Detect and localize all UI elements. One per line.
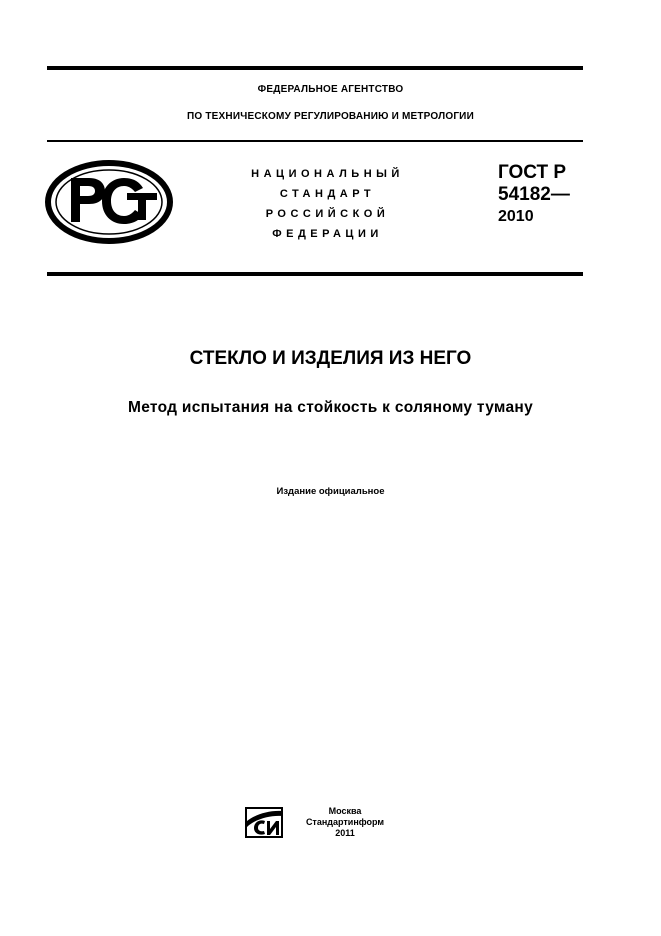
imprint-city: Москва [328, 806, 362, 816]
document-title: СТЕКЛО И ИЗДЕЛИЯ ИЗ НЕГО [189, 348, 472, 369]
standartinform-logo-icon [245, 807, 285, 839]
gost-logo-icon [45, 160, 173, 244]
standard-type-line-1: НАЦИОНАЛЬНЫЙ [251, 168, 404, 180]
standard-code-prefix: ГОСТ Р [498, 162, 567, 183]
standard-type-line-2: СТАНДАРТ [279, 188, 376, 200]
agency-line-2: ПО ТЕХНИЧЕСКОМУ РЕГУЛИРОВАНИЮ И МЕТРОЛОГИИ [187, 111, 474, 122]
agency-line-1: ФЕДЕРАЛЬНОЕ АГЕНТСТВО [257, 84, 404, 95]
edition-label: Издание официальное [276, 486, 385, 497]
standard-type-line-3: РОССИЙСКОЙ [265, 208, 390, 220]
imprint [302, 806, 388, 839]
imprint-year: 2011 [335, 828, 355, 838]
standard-code-year: 2010 [498, 208, 534, 225]
standard-code [498, 162, 570, 228]
standard-rule [47, 272, 583, 276]
standard-code-number: 54182— [498, 184, 570, 205]
imprint-publisher: Стандартинформ [305, 817, 385, 827]
document-subtitle: Метод испытания на стойкость к соляному туману [127, 399, 533, 416]
agency-rule [47, 140, 583, 142]
top-rule [47, 66, 583, 70]
standard-type [230, 164, 425, 244]
standard-type-line-4: ФЕДЕРАЦИИ [272, 228, 383, 240]
